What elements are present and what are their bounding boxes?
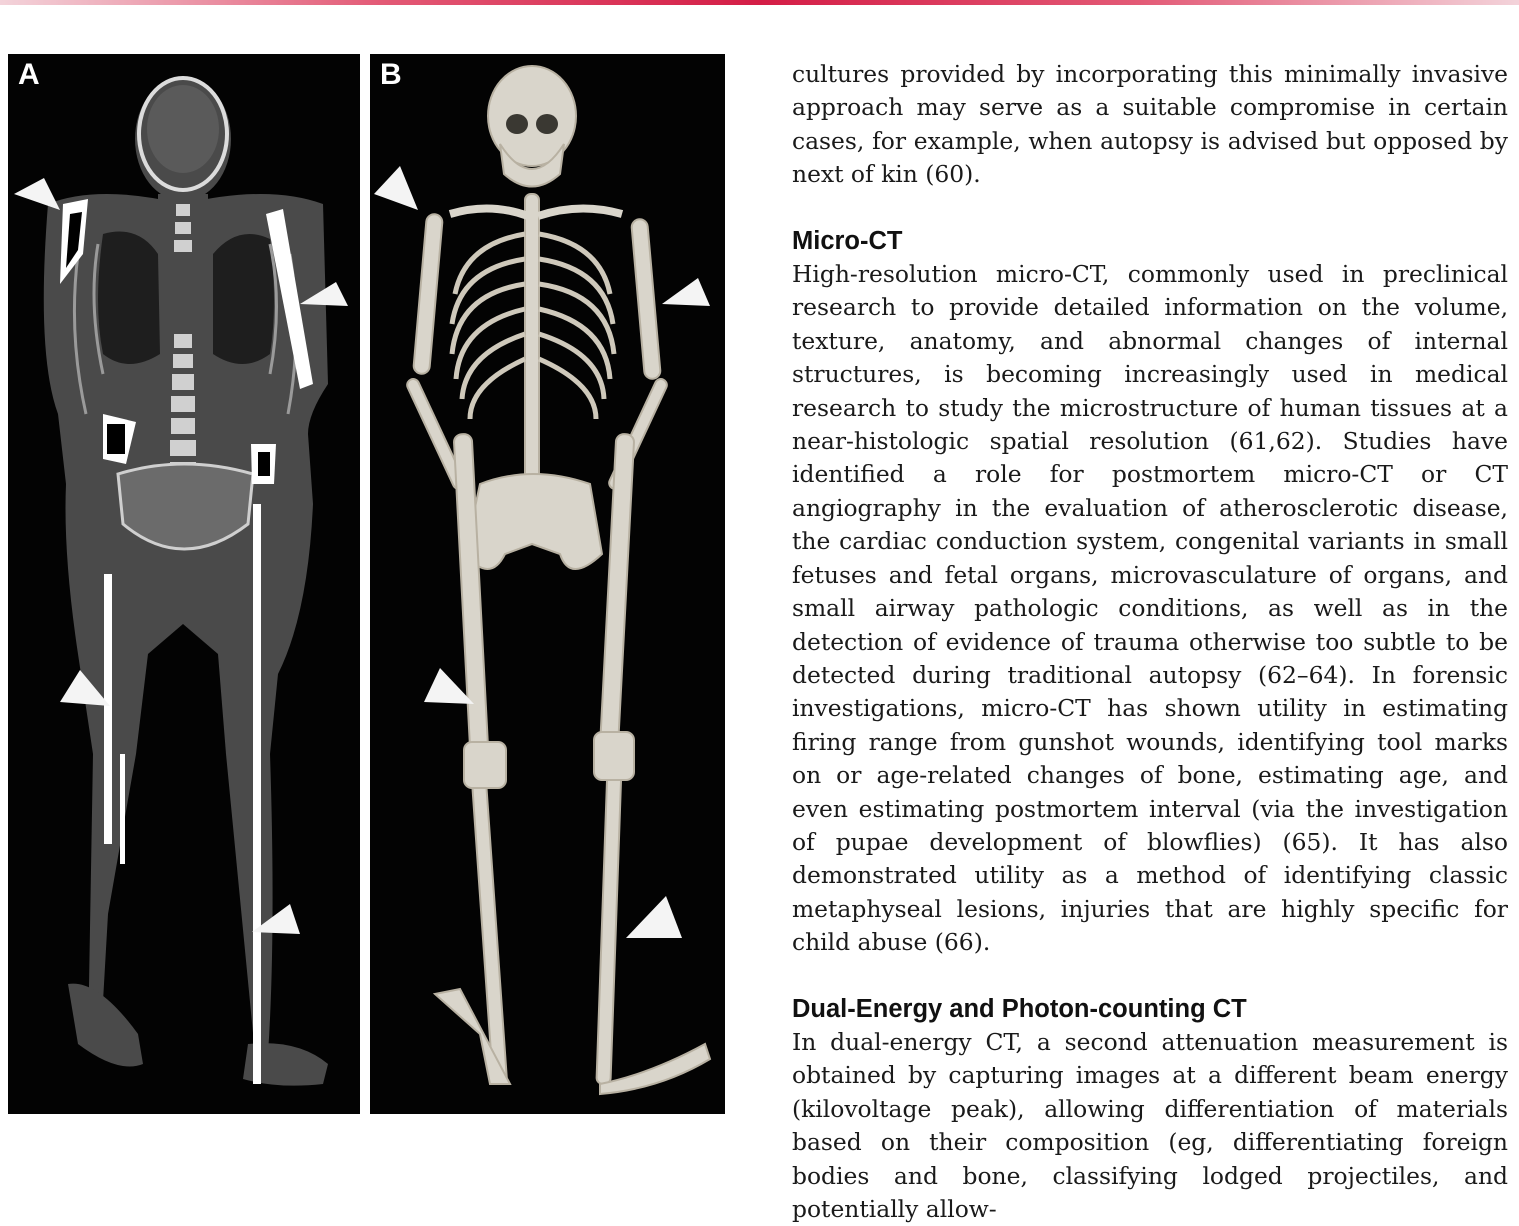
intro-paragraph: cultures provided by incorporating this minimally invasive approach may serve as a suitable compromise in certain cases, for example, when autopsy is advised but opposed by next of kin (60). <box>792 60 1508 189</box>
header-accent-bar <box>0 0 1519 5</box>
figure-panel-a-coronal-ct <box>8 54 360 1114</box>
skeleton-3d-illustration <box>370 54 725 1114</box>
micro-ct-paragraph: High-resolution micro-CT, commonly used in preclinical research to provide detailed information on the volume, texture, anatomy, and abnormal changes of internal structures, is becoming increasingly used in medical research to study the microstructure of human tissues at a near-histologic spatial resolution (61,62). Studies have identified a role for postmortem micro-CT or CT angiography in the evaluation of atherosclerotic disease, the cardiac conduction system, congenital variants in small fetuses and fetal organs, microvasculature of organs, and small airway pathologic conditions, as well as in the detection of evidence of trauma otherwise too subtle to be detected during traditional autopsy (62–64). In forensic investigations, micro-CT has shown utility in estimating firing range from gunshot wounds, identifying tool marks on or age-related changes of bone, estimating age, and even estimating postmortem interval (via the investigation of pupae development of blowflies) (65). It has also demonstrated utility as a method of identifying classic metaphyseal lesions, injuries that are highly specific for child abuse (66). <box>792 260 1508 957</box>
section-heading-dual-energy: Dual-Energy and Photon-counting CT <box>792 994 1247 1023</box>
panel-label-a: A <box>18 58 40 91</box>
article-text-column <box>792 58 1508 1226</box>
dual-energy-paragraph: In dual-energy CT, a second attenuation measurement is obtained by capturing images at a different beam energy (kilovoltage peak), allowing differentiation of materials based on their composition (eg, differentiating foreign bodies and bone, classifying lodged projectiles, and potentially allow- <box>792 1027 1508 1223</box>
section-heading-micro-ct: Micro-CT <box>792 226 903 255</box>
figure-panel-b-3d-rendering <box>370 54 725 1114</box>
panel-label-b: B <box>380 58 402 91</box>
coronal-ct-illustration <box>8 54 360 1114</box>
